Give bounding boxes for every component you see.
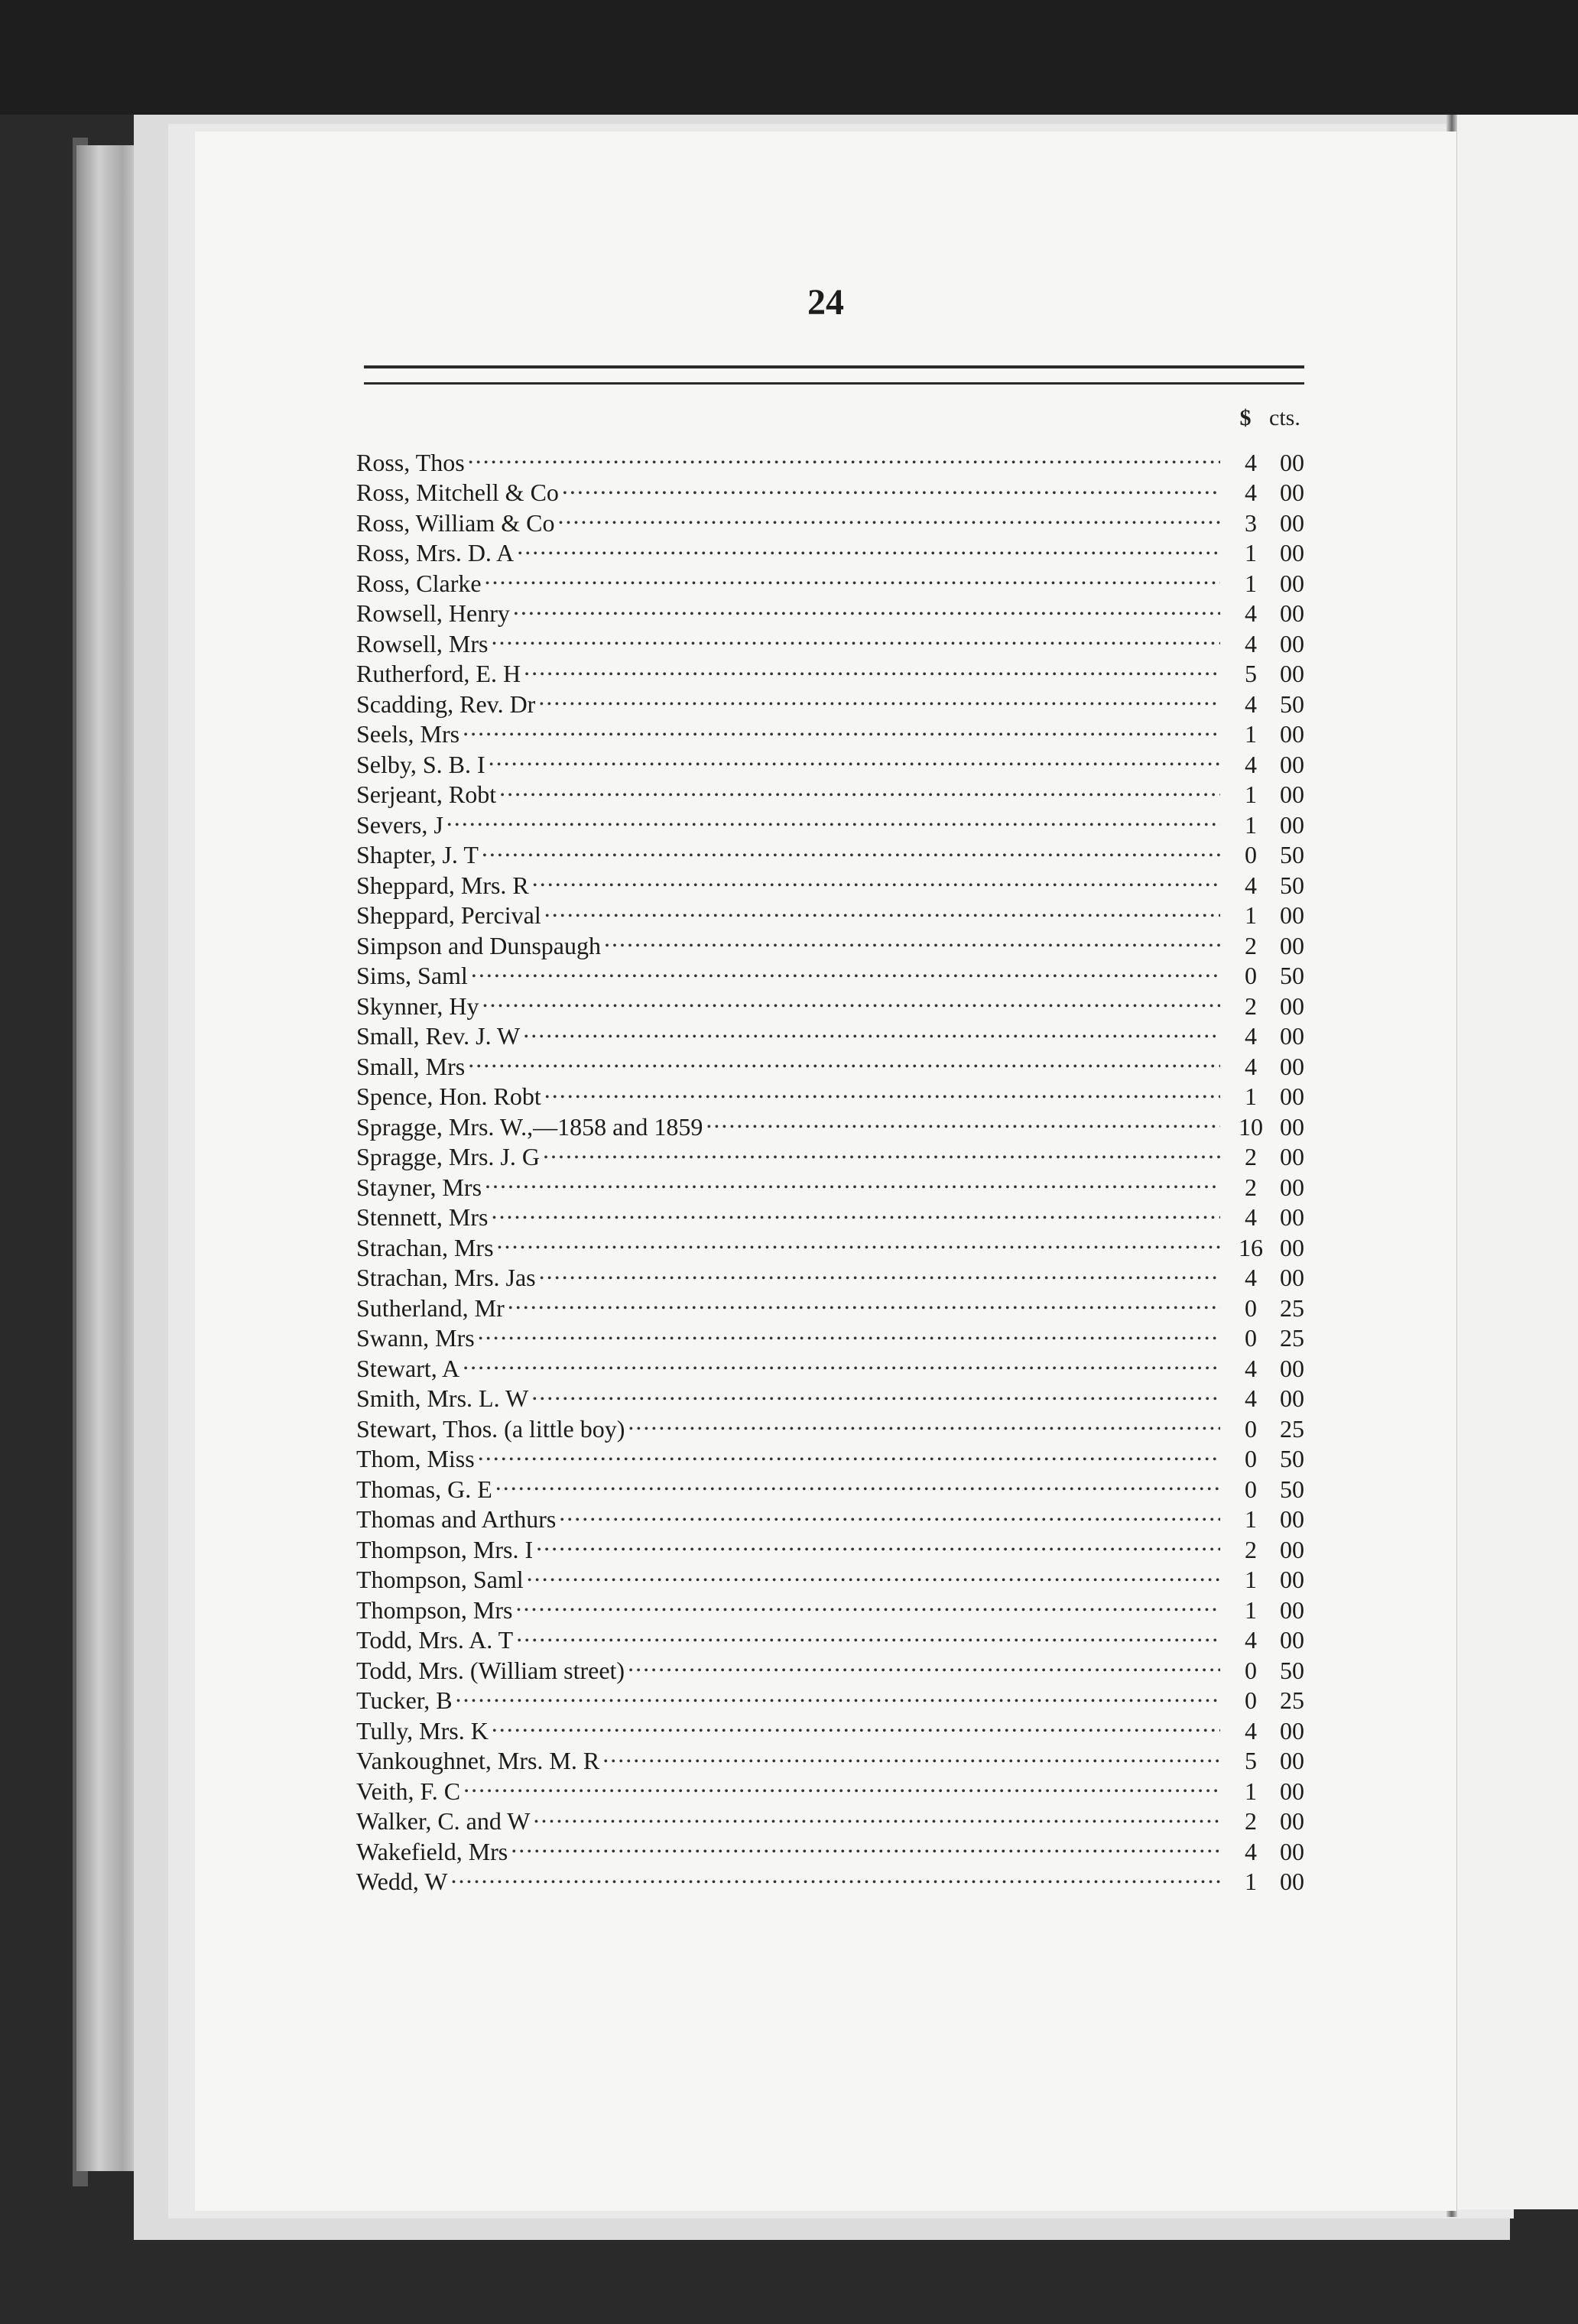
ledger-row [356, 1165, 1335, 1201]
dot-leader [489, 742, 1220, 773]
amount-dollars: 0 [1245, 1324, 1257, 1352]
ledger-row [356, 833, 1335, 868]
ledger-row [356, 1498, 1335, 1533]
amount-dollars: 0 [1245, 1475, 1257, 1503]
subscriber-name: Scadding, Rev. Dr [356, 690, 536, 718]
subscriber-name: Sheppard, Mrs. R [356, 871, 529, 899]
amount-cents: 50 [1280, 1445, 1304, 1472]
dot-leader [706, 1105, 1220, 1135]
amount-cents: 00 [1280, 1203, 1304, 1231]
amount-cents: 25 [1280, 1324, 1304, 1352]
header-rule-thick [364, 365, 1304, 368]
amount-dollars: 0 [1245, 1293, 1257, 1322]
dot-leader [513, 592, 1220, 622]
subscriber-name: Thompson, Saml [356, 1566, 524, 1593]
amount-dollars: 4 [1245, 1837, 1257, 1865]
amount-dollars: 4 [1245, 1022, 1257, 1050]
ledger-row [356, 984, 1335, 1020]
dot-leader [515, 1588, 1220, 1618]
subscriber-name: Wedd, W [356, 1868, 448, 1895]
amount-cents: 00 [1280, 1535, 1304, 1563]
dot-leader [491, 1196, 1220, 1226]
subscriber-name: Spragge, Mrs. J. G [356, 1143, 540, 1170]
amount-dollars: 1 [1245, 1505, 1257, 1533]
amount-dollars: 0 [1245, 962, 1257, 989]
amount-cents: 00 [1280, 810, 1304, 839]
dot-leader [523, 1014, 1220, 1045]
amount-dollars: 0 [1245, 1445, 1257, 1472]
page-number: 24 [807, 282, 844, 323]
dot-leader [536, 1527, 1220, 1558]
subscriber-name: Ross, Thos [356, 448, 465, 476]
ledger-row [356, 1346, 1335, 1382]
dot-leader [492, 1709, 1220, 1739]
ledger-row [356, 1014, 1335, 1050]
dot-leader [463, 1769, 1220, 1800]
amount-dollars: 4 [1245, 1354, 1257, 1382]
ledger-row [356, 773, 1335, 808]
amount-dollars: 0 [1245, 1686, 1257, 1714]
amount-cents: 00 [1280, 508, 1304, 537]
subscriber-name: Spragge, Mrs. W.,—1858 and 1859 [356, 1112, 703, 1141]
amount-dollars: 0 [1245, 841, 1257, 868]
ledger-row [356, 954, 1335, 989]
subscriber-name: Stennett, Mrs [356, 1203, 489, 1231]
subscriber-name: Stewart, A [356, 1354, 460, 1382]
amount-cents: 00 [1280, 569, 1304, 597]
amount-cents: 00 [1280, 901, 1304, 929]
subscriber-name: Ross, William & Co [356, 508, 555, 537]
dollar-column-header: $ [1239, 405, 1252, 430]
dot-leader [543, 1135, 1220, 1166]
subscriber-name: Skynner, Hy [356, 992, 479, 1020]
amount-dollars: 1 [1245, 569, 1257, 597]
dot-leader [478, 1316, 1220, 1347]
amount-cents: 00 [1280, 1354, 1304, 1382]
dot-leader [482, 984, 1220, 1014]
amount-cents: 00 [1280, 750, 1304, 778]
dot-leader [511, 1829, 1220, 1860]
amount-cents: 00 [1280, 1868, 1304, 1895]
dot-leader [478, 1437, 1220, 1468]
amount-dollars: 1 [1245, 781, 1257, 808]
amount-cents: 00 [1280, 1052, 1304, 1080]
subscriber-name: Todd, Mrs. (William street) [356, 1656, 625, 1684]
dot-leader [468, 440, 1220, 471]
dot-leader [538, 682, 1220, 712]
dot-leader [497, 1225, 1220, 1256]
amount-dollars: 2 [1245, 1807, 1257, 1835]
film-margin-top [0, 0, 1578, 115]
amount-cents: 00 [1280, 1595, 1304, 1624]
dot-leader [559, 1498, 1220, 1528]
dot-leader [531, 1377, 1220, 1407]
amount-cents: 50 [1280, 690, 1304, 718]
ledger-row [356, 622, 1335, 657]
dot-leader [544, 1075, 1220, 1105]
ledger-row [356, 592, 1335, 627]
ledger-row [356, 1709, 1335, 1745]
cents-column-header: cts. [1269, 405, 1300, 430]
amount-dollars: 4 [1245, 1264, 1257, 1291]
ledger-row [356, 742, 1335, 778]
ledger-row [356, 652, 1335, 687]
amount-dollars: 4 [1245, 871, 1257, 899]
amount-cents: 00 [1280, 1837, 1304, 1865]
subscriber-name: Rutherford, E. H [356, 660, 521, 687]
dot-leader [539, 1256, 1220, 1287]
subscriber-name: Thompson, Mrs. I [356, 1535, 534, 1563]
subscriber-name: Sheppard, Percival [356, 901, 541, 929]
amount-cents: 00 [1280, 599, 1304, 627]
ledger-row [356, 1467, 1335, 1503]
subscriber-name: Seels, Mrs [356, 720, 460, 748]
subscriber-name: Shapter, J. T [356, 841, 479, 868]
subscriber-name: Spence, Hon. Robt [356, 1082, 541, 1110]
subscriber-name: Todd, Mrs. A. T [356, 1626, 514, 1654]
subscriber-name: Small, Mrs [356, 1052, 466, 1080]
dot-leader [524, 652, 1220, 683]
amount-cents: 25 [1280, 1686, 1304, 1714]
ledger-row [356, 561, 1335, 597]
dot-leader [485, 561, 1220, 592]
subscriber-name: Wakefield, Mrs [356, 1837, 508, 1865]
amount-cents: 00 [1280, 1384, 1304, 1412]
amount-cents: 00 [1280, 448, 1304, 476]
amount-dollars: 1 [1245, 539, 1257, 566]
amount-dollars: 1 [1245, 1868, 1257, 1895]
amount-dollars: 4 [1245, 479, 1257, 506]
subscriber-name: Rowsell, Mrs [356, 629, 489, 657]
dot-leader [557, 501, 1220, 531]
ledger-row [356, 1316, 1335, 1352]
subscriber-name: Stewart, Thos. (a little boy) [356, 1414, 625, 1443]
amount-dollars: 2 [1245, 931, 1257, 959]
amount-cents: 00 [1280, 539, 1304, 566]
amount-cents: 00 [1280, 1264, 1304, 1291]
amount-cents: 00 [1280, 660, 1304, 687]
amount-dollars: 5 [1245, 1747, 1257, 1774]
dot-leader [446, 803, 1220, 833]
amount-dollars: 4 [1245, 629, 1257, 657]
ledger-row [356, 1769, 1335, 1805]
subscriber-name: Thomas and Arthurs [356, 1505, 557, 1533]
dot-leader [516, 1618, 1220, 1649]
amount-dollars: 1 [1245, 720, 1257, 748]
subscriber-name: Strachan, Mrs. Jas [356, 1264, 536, 1291]
amount-cents: 00 [1280, 1626, 1304, 1654]
amount-cents: 50 [1280, 962, 1304, 989]
dot-leader [532, 863, 1220, 894]
amount-cents: 25 [1280, 1293, 1304, 1322]
amount-cents: 00 [1280, 931, 1304, 959]
dot-leader [471, 954, 1220, 985]
dot-leader [628, 1648, 1220, 1679]
subscriber-name: Thom, Miss [356, 1445, 475, 1472]
subscriber-name: Ross, Mrs. D. A [356, 539, 515, 566]
ledger-row [356, 1225, 1335, 1261]
amount-dollars: 0 [1245, 1414, 1257, 1443]
ledger-row [356, 712, 1335, 748]
subscriber-name: Simpson and Dunspaugh [356, 931, 601, 959]
amount-dollars: 2 [1245, 1535, 1257, 1563]
amount-dollars: 2 [1245, 992, 1257, 1020]
dot-leader [495, 1467, 1220, 1498]
ledger-row [356, 1860, 1335, 1895]
dot-leader [482, 833, 1220, 864]
amount-dollars: 1 [1245, 1595, 1257, 1624]
ledger-row [356, 803, 1335, 839]
amount-cents: 00 [1280, 1143, 1304, 1170]
dot-leader [602, 1739, 1220, 1770]
dot-leader [517, 531, 1220, 562]
amount-dollars: 1 [1245, 810, 1257, 839]
dot-leader [508, 1286, 1220, 1316]
amount-dollars: 1 [1245, 1566, 1257, 1593]
subscriber-name: Severs, J [356, 810, 443, 839]
amount-dollars: 4 [1245, 599, 1257, 627]
dot-leader [450, 1860, 1220, 1891]
ledger-row [356, 1196, 1335, 1231]
ledger-row [356, 440, 1335, 476]
amount-cents: 25 [1280, 1414, 1304, 1443]
subscription-list [356, 440, 1335, 1895]
amount-cents: 00 [1280, 1233, 1304, 1261]
amount-dollars: 4 [1245, 1384, 1257, 1412]
facing-page [1456, 115, 1578, 2209]
dot-leader [463, 712, 1220, 743]
amount-dollars: 3 [1245, 508, 1257, 537]
amount-cents: 00 [1280, 781, 1304, 808]
subscriber-name: Walker, C. and W [356, 1807, 531, 1835]
dot-leader [468, 1044, 1220, 1075]
subscriber-name: Tucker, B [356, 1686, 453, 1714]
ledger-row [356, 1437, 1335, 1472]
amount-cents: 00 [1280, 1082, 1304, 1110]
subscriber-name: Sims, Saml [356, 962, 468, 989]
subscriber-name: Ross, Clarke [356, 569, 482, 597]
subscriber-name: Sutherland, Mr [356, 1293, 505, 1322]
amount-dollars: 4 [1245, 1052, 1257, 1080]
subscriber-name: Tully, Mrs. K [356, 1716, 489, 1745]
ledger-row [356, 1377, 1335, 1412]
amount-dollars: 16 [1239, 1233, 1263, 1261]
amount-cents: 00 [1280, 1022, 1304, 1050]
dot-leader [491, 622, 1220, 652]
amount-dollars: 4 [1245, 690, 1257, 718]
ledger-row [356, 1800, 1335, 1835]
amount-cents: 00 [1280, 1716, 1304, 1745]
amount-dollars: 1 [1245, 1777, 1257, 1805]
dot-leader [527, 1558, 1220, 1589]
amount-dollars: 2 [1245, 1143, 1257, 1170]
amount-dollars: 1 [1245, 901, 1257, 929]
subscriber-name: Selby, S. B. I [356, 750, 485, 778]
dot-leader [499, 773, 1220, 803]
subscriber-name: Smith, Mrs. L. W [356, 1384, 529, 1412]
dot-leader [485, 1165, 1220, 1196]
amount-cents: 00 [1280, 1505, 1304, 1533]
subscriber-name: Veith, F. C [356, 1777, 461, 1805]
dot-leader [544, 894, 1220, 924]
subscriber-name: Swann, Mrs [356, 1324, 475, 1352]
dot-leader [456, 1679, 1220, 1709]
subscriber-name: Stayner, Mrs [356, 1173, 482, 1201]
subscriber-name: Small, Rev. J. W [356, 1022, 521, 1050]
amount-cents: 00 [1280, 1747, 1304, 1774]
subscriber-name: Thomas, G. E [356, 1475, 492, 1503]
amount-cents: 00 [1280, 1777, 1304, 1805]
amount-cents: 00 [1280, 720, 1304, 748]
subscriber-name: Vankoughnet, Mrs. M. R [356, 1747, 600, 1774]
amount-dollars: 4 [1245, 1716, 1257, 1745]
subscriber-name: Ross, Mitchell & Co [356, 479, 559, 506]
amount-dollars: 1 [1245, 1082, 1257, 1110]
header-rule-thin [364, 382, 1304, 385]
amount-cents: 00 [1280, 1566, 1304, 1593]
dot-leader [604, 923, 1220, 954]
amount-cents: 00 [1280, 629, 1304, 657]
ledger-row [356, 1044, 1335, 1080]
amount-dollars: 4 [1245, 750, 1257, 778]
amount-cents: 50 [1280, 841, 1304, 868]
amount-cents: 00 [1280, 479, 1304, 506]
ledger-row [356, 471, 1335, 506]
dot-leader [533, 1800, 1220, 1830]
amount-cents: 50 [1280, 871, 1304, 899]
amount-cents: 50 [1280, 1475, 1304, 1503]
dot-leader [628, 1407, 1220, 1437]
amount-dollars: 2 [1245, 1173, 1257, 1201]
amount-dollars: 10 [1239, 1112, 1263, 1141]
amount-cents: 00 [1280, 1112, 1304, 1141]
dot-leader [562, 471, 1220, 501]
subscriber-name: Rowsell, Henry [356, 599, 510, 627]
ledger-row [356, 1739, 1335, 1774]
amount-cents: 50 [1280, 1656, 1304, 1684]
amount-dollars: 5 [1245, 660, 1257, 687]
amount-cents: 00 [1280, 1807, 1304, 1835]
amount-cents: 00 [1280, 1173, 1304, 1201]
subscriber-name: Thompson, Mrs [356, 1595, 513, 1624]
ledger-row [356, 1256, 1335, 1291]
ledger-row [356, 863, 1335, 899]
ledger-row [356, 1679, 1335, 1714]
dot-leader [463, 1346, 1220, 1377]
ledger-row [356, 1075, 1335, 1110]
amount-dollars: 4 [1245, 1626, 1257, 1654]
amount-dollars: 4 [1245, 1203, 1257, 1231]
amount-dollars: 0 [1245, 1656, 1257, 1684]
subscriber-name: Serjeant, Robt [356, 781, 497, 808]
subscriber-name: Strachan, Mrs [356, 1233, 494, 1261]
amount-dollars: 4 [1245, 448, 1257, 476]
amount-cents: 00 [1280, 992, 1304, 1020]
